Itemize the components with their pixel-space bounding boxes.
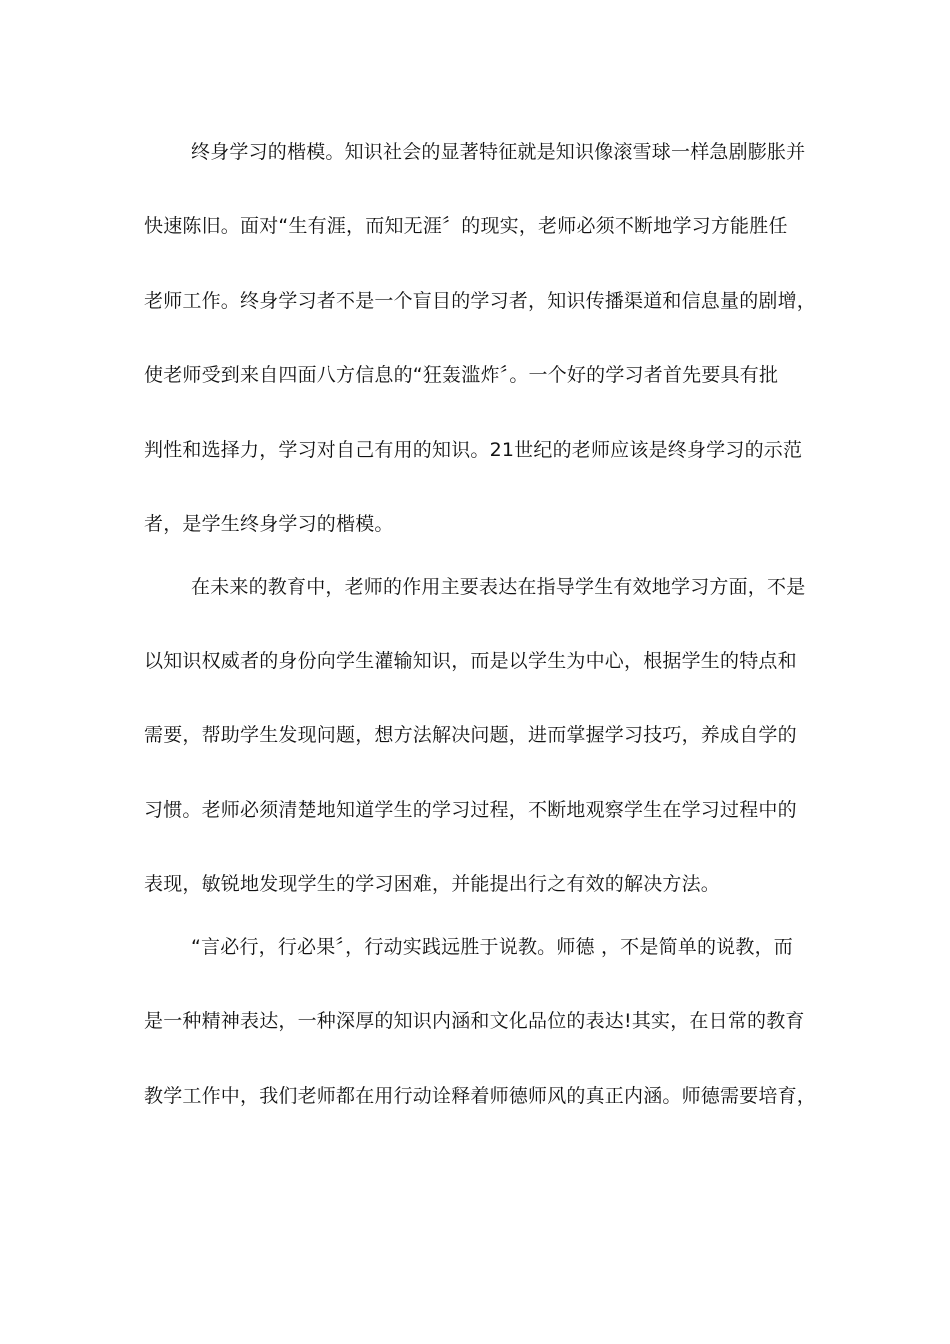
- paragraph-2-line-2: 以知识权威者的身份向学生灌输知识，而是以学生为中心，根据学生的特点和: [144, 650, 797, 672]
- paragraph-1-line-2: 快速陈旧。面对“生有涯，而知无涯〞的现实，老师必须不断地学习方能胜任: [144, 215, 788, 237]
- paragraph-2-line-5: 表现，敏锐地发现学生的学习困难，并能提出行之有效的解决方法。: [144, 873, 721, 895]
- paragraph-2-line-3: 需要，帮助学生发现问题，想方法解决问题，进而掌握学习技巧，养成自学的: [144, 724, 797, 746]
- paragraph-1-line-6: 者，是学生终身学习的楷模。: [144, 513, 394, 535]
- paragraph-2-line-4: 习惯。老师必须清楚地知道学生的学习过程，不断地观察学生在学习过程中的: [144, 799, 797, 821]
- paragraph-1-line-1: 终身学习的楷模。知识社会的显著特征就是知识像滚雪球一样急剧膨胀并: [191, 141, 806, 163]
- paragraph-1-line-3: 老师工作。终身学习者不是一个盲目的学习者，知识传播渠道和信息量的剧增，: [144, 290, 817, 312]
- paragraph-3-line-1: “言必行，行必果〞，行动实践远胜于说教。师德 ，不是简单的说教，而: [191, 936, 793, 958]
- paragraph-3-line-3: 教学工作中，我们老师都在用行动诠释着师德师风的真正内涵。师德需要培育，: [144, 1085, 817, 1107]
- paragraph-1-line-4: 使老师受到来自四面八方信息的“狂轰滥炸〞。一个好的学习者首先要具有批: [144, 364, 779, 386]
- paragraph-2-line-1: 在未来的教育中，老师的作用主要表达在指导学生有效地学习方面，不是: [191, 576, 806, 598]
- paragraph-1-line-5: 判性和选择力，学习对自己有用的知识。21世纪的老师应该是终身学习的示范: [144, 439, 803, 461]
- paragraph-3-line-2: 是一种精神表达，一种深厚的知识内涵和文化品位的表达!其实，在日常的教育: [144, 1010, 805, 1032]
